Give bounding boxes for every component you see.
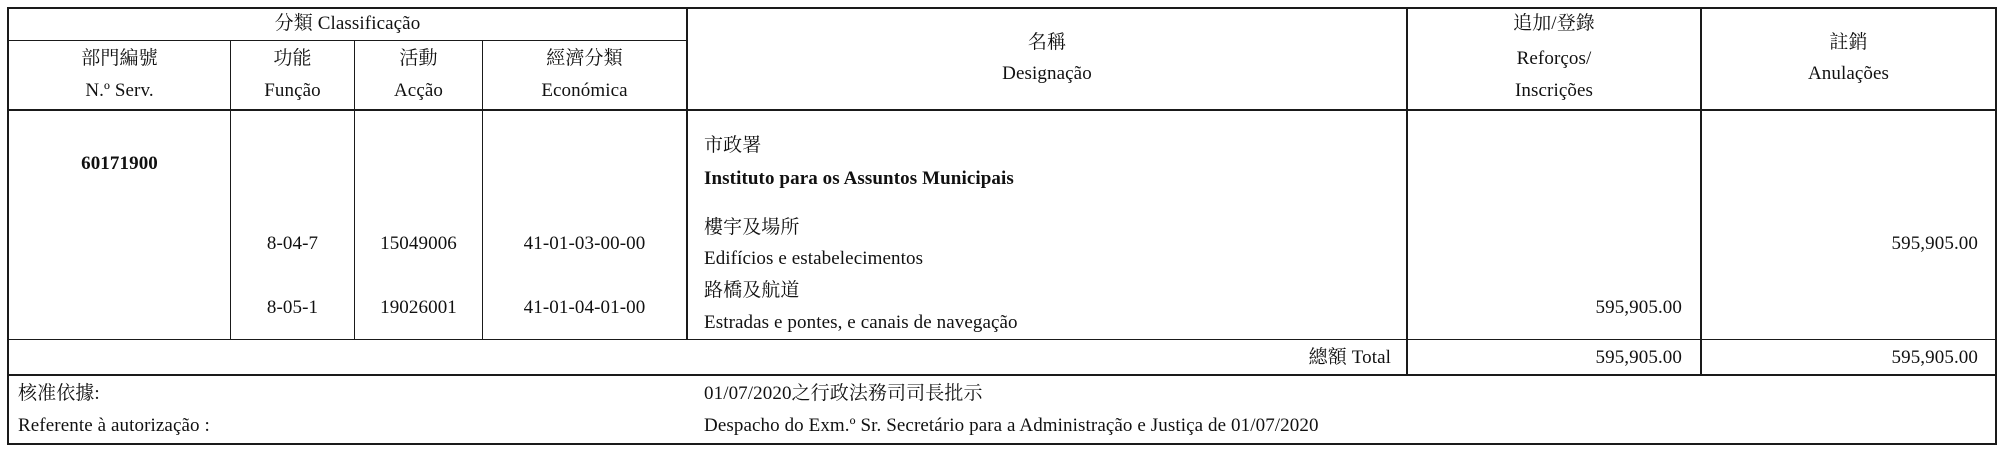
col-rule-designation xyxy=(686,7,688,340)
annulments-header-pt: Anulações xyxy=(1807,63,1890,84)
function-header-pt: Função xyxy=(264,80,321,101)
designation-header-pt: Designação xyxy=(1002,63,1092,84)
row-1-function: 8-04-7 xyxy=(266,233,319,254)
authorization-label-pt: Referente à autorização : xyxy=(18,415,210,436)
row-2-reinforcements: 595,905.00 xyxy=(1595,297,1682,318)
row-1-annulments: 595,905.00 xyxy=(1891,233,1978,254)
border-right xyxy=(1995,7,1997,445)
action-header-zh: 活動 xyxy=(399,48,438,69)
row-2-economic: 41-01-04-01-00 xyxy=(523,297,646,318)
row-2-designation-zh: 路橋及航道 xyxy=(704,280,800,301)
authorization-text-zh: 01/07/2020之行政法務司司長批示 xyxy=(704,383,983,404)
reinforcements-header-zh: 追加/登錄 xyxy=(1513,13,1595,34)
entity-name-pt: Instituto para os Assuntos Municipais xyxy=(704,168,1014,189)
row-2-function: 8-05-1 xyxy=(266,297,319,318)
economic-header-zh: 經濟分類 xyxy=(546,48,623,69)
row-1-economic: 41-01-03-00-00 xyxy=(523,233,646,254)
designation-header-zh: 名稱 xyxy=(1027,32,1067,53)
service-header-zh: 部門編號 xyxy=(81,48,158,69)
function-header-zh: 功能 xyxy=(273,48,312,69)
row-1-action: 15049006 xyxy=(380,233,457,254)
border-bottom xyxy=(7,443,1996,445)
row-1-designation-zh: 樓宇及場所 xyxy=(704,217,800,238)
header-bottom-rule xyxy=(7,109,1996,111)
row-1-designation-pt: Edifícios e estabelecimentos xyxy=(704,248,924,269)
total-label: 總額 Total xyxy=(1308,347,1391,368)
action-header-pt: Acção xyxy=(393,80,444,101)
authorization-text-pt: Despacho do Exm.º Sr. Secretário para a Administração e Justiça de 01/07/2020 xyxy=(704,415,1319,436)
service-number: 60171900 xyxy=(81,153,158,174)
total-reinforcements: 595,905.00 xyxy=(1595,347,1682,368)
service-header-pt: N.º Serv. xyxy=(85,80,154,101)
border-left xyxy=(7,7,9,445)
border-top xyxy=(7,7,1996,9)
row-2-action: 19026001 xyxy=(380,297,457,318)
authorization-label-zh: 核准依據: xyxy=(18,383,100,404)
annulments-header-zh: 註銷 xyxy=(1829,32,1868,53)
total-top-rule xyxy=(7,339,1996,340)
entity-name-zh: 市政署 xyxy=(704,135,762,156)
reinforcements-header-pt-1: Reforços/ xyxy=(1516,48,1592,69)
total-bottom-rule xyxy=(7,374,1996,376)
total-annulments: 595,905.00 xyxy=(1891,347,1978,368)
classification-rule xyxy=(7,40,687,41)
economic-header-pt: Económica xyxy=(541,80,628,101)
classification-header: 分類 Classificação xyxy=(274,13,421,34)
row-2-designation-pt: Estradas e pontes, e canais de navegação xyxy=(704,312,1018,333)
reinforcements-header-pt-2: Inscrições xyxy=(1514,80,1594,101)
